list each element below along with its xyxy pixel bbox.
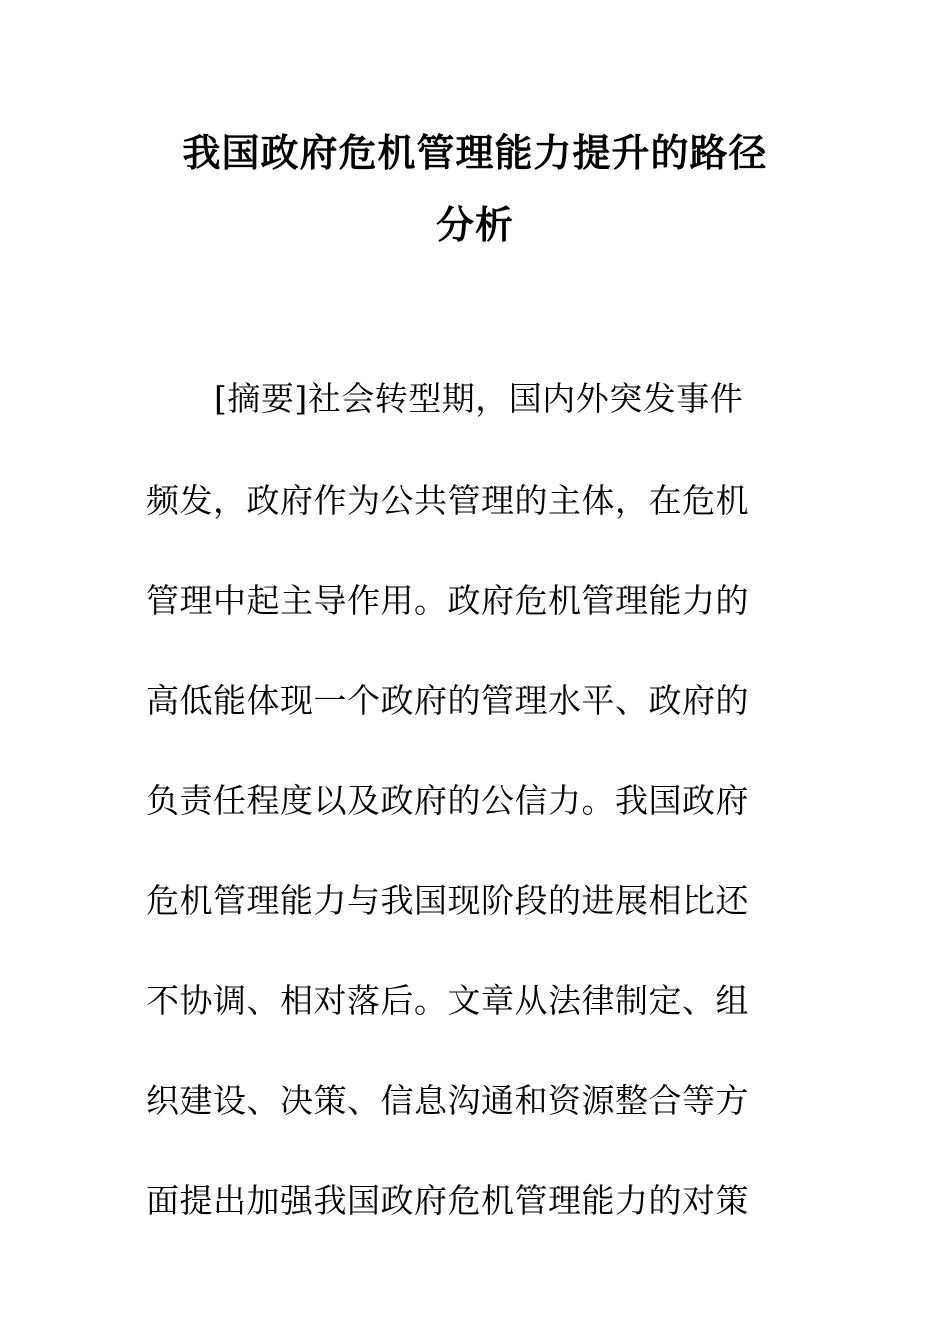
document-title-line-1: 我国政府危机管理能力提升的路径 <box>182 130 768 175</box>
abstract-line-9: 面提出加强我国政府危机管理能力的对策 <box>146 1181 749 1220</box>
document-title-line-2: 分析 <box>435 202 514 247</box>
abstract-line-3: 管理中起主导作用。政府危机管理能力的 <box>146 581 749 620</box>
abstract-line-1: [摘要]社会转型期，国内外突发事件 <box>214 379 744 418</box>
abstract-line-5: 负责任程度以及政府的公信力。我国政府 <box>146 781 749 820</box>
abstract-line-4: 高低能体现一个政府的管理水平、政府的 <box>146 681 749 720</box>
abstract-line-2: 频发，政府作为公共管理的主体，在危机 <box>146 481 749 520</box>
abstract-line-6: 危机管理能力与我国现阶段的进展相比还 <box>146 881 749 920</box>
abstract-line-7: 不协调、相对落后。文章从法律制定、组 <box>146 981 749 1020</box>
abstract-line-8: 织建设、决策、信息沟通和资源整合等方 <box>146 1081 749 1120</box>
